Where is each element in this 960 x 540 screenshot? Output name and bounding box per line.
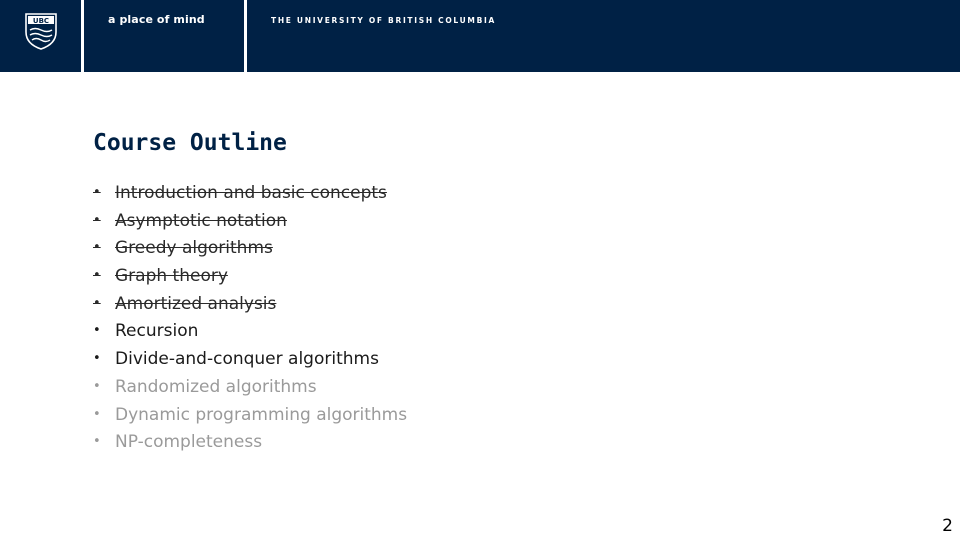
university-name: THE UNIVERSITY OF BRITISH COLUMBIA [271,16,496,25]
outline-item-label: Recursion [115,321,199,342]
bullet-icon: • [93,406,101,422]
bullet-icon: • [93,240,101,256]
bullet-icon: • [93,323,101,339]
header-divider-left [81,0,84,72]
outline-item-label: Introduction and basic concepts [115,183,387,203]
bullet-icon: • [93,434,101,450]
bullet-icon: • [93,295,101,311]
logo-text: UBC [32,17,50,25]
header-divider-right [244,0,247,72]
outline-item-label: Divide-and-conquer algorithms [115,349,379,370]
bullet-icon: • [93,185,101,200]
page-number: 2 [942,516,953,536]
header-bar [0,0,960,72]
bullet-icon: • [93,212,101,228]
bullet-icon: • [93,268,101,284]
outline-item-label: Amortized analysis [115,293,277,314]
ubc-crest-icon [24,12,58,50]
outline-item-label: Dynamic programming algorithms [115,404,408,425]
outline-item-label: NP-completeness [115,432,263,453]
header-tagline: a place of mind [108,13,205,26]
bullet-icon: • [93,378,101,394]
bullet-icon: • [93,351,101,367]
outline-item-label: Asymptotic notation [115,210,287,231]
outline-item-label: Randomized algorithms [115,376,317,397]
outline-item-label: Greedy algorithms [115,238,273,259]
outline-item-label: Graph theory [115,266,228,287]
slide-title: Course Outline [93,130,287,156]
